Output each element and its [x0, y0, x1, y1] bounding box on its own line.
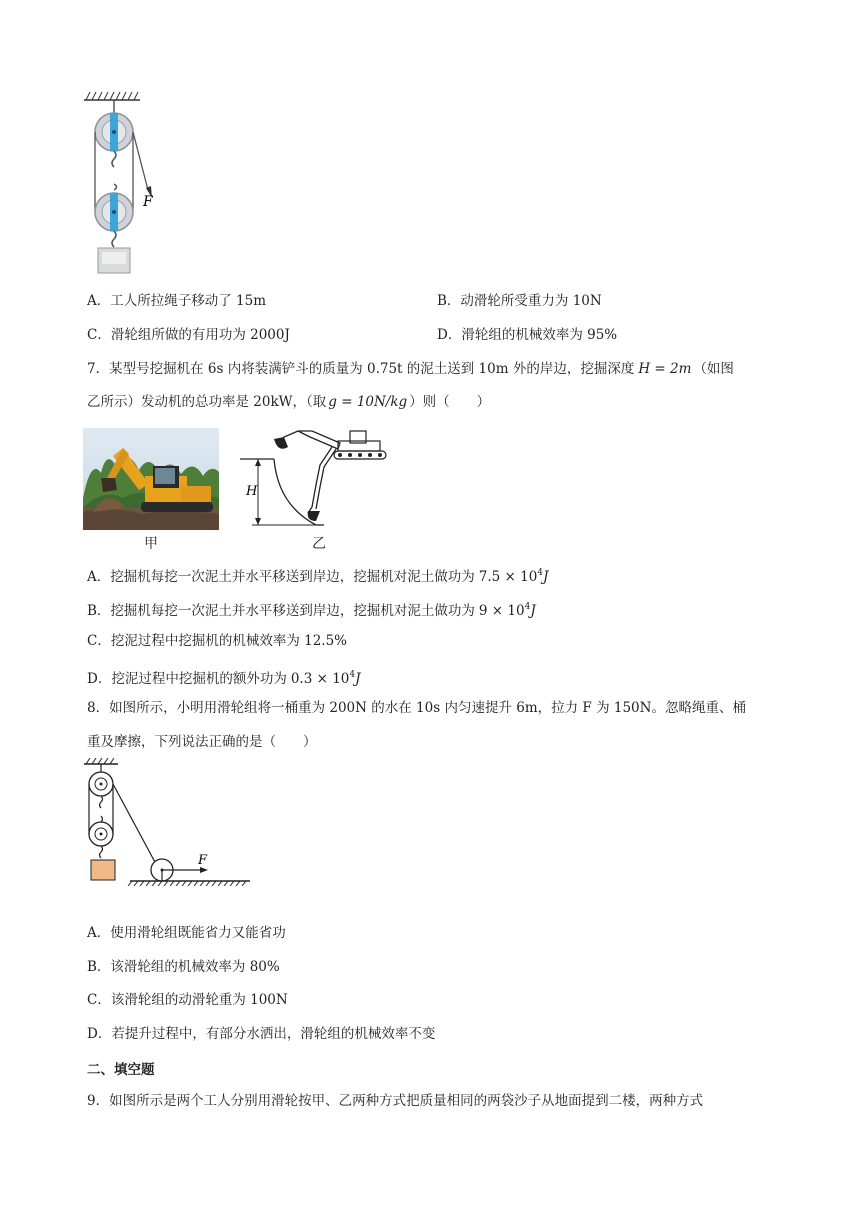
q8-stem-line1: 8．如图所示，小明用滑轮组将一桶重为 200N 的水在 10s 内匀速提升 6m，拉力 F 为 150N。忽略绳重、桶 [87, 700, 746, 716]
q7-option-a [87, 563, 548, 587]
q7-caption-yi: 乙 [312, 536, 326, 552]
q8-option-a: A．使用滑轮组既能省力又能省功 [87, 925, 286, 941]
q7-caption-jia: 甲 [144, 536, 158, 552]
q7-option-b-coef: 9 × 10 [478, 603, 525, 619]
section-fill-blank-title: 二、填空题 [87, 1062, 155, 1078]
q8-stem-line2: 重及摩擦，下列说法正确的是（ ） [87, 734, 317, 750]
q7-excavator-photo [83, 428, 219, 530]
q7-option-a-exp: 4 [537, 568, 544, 578]
q6-option-b: B．动滑轮所受重力为 10N [437, 293, 602, 309]
q8-force-label: F [198, 853, 208, 868]
q7-option-d [87, 665, 361, 689]
q6-pulley-figure [80, 88, 180, 278]
q6-option-a: A．工人所拉绳子移动了 15m [87, 293, 267, 309]
q6-option-d: D．滑轮组的机械效率为 95% [437, 327, 618, 343]
q7-stem-text2b: ）则（ ） [409, 394, 491, 410]
q7-option-b [87, 597, 536, 621]
q7-option-a-unit: J [543, 569, 549, 585]
q8-option-d: D．若提升过程中，有部分水洒出，滑轮组的机械效率不变 [87, 1026, 436, 1042]
q7-depth-math: H = 2m [638, 361, 692, 377]
q7-option-b-exp: 4 [524, 602, 531, 612]
q7-option-b-unit: J [530, 603, 536, 619]
q7-option-a-coef: 7.5 × 10 [478, 569, 538, 585]
q7-stem-text-b: （如图 [693, 361, 734, 377]
q7-stem-line1 [87, 359, 734, 379]
q7-label-h: H [246, 484, 258, 499]
q7-stem-line2 [87, 392, 490, 412]
q8-pulley-figure [82, 758, 254, 886]
q7-option-d-exp: 4 [349, 670, 356, 680]
q7-option-b-text: B．挖掘机每挖一次泥土并水平移送到岸边，挖掘机对泥土做功为 [87, 603, 475, 619]
q7-excavator-diagram [238, 425, 388, 530]
q7-option-a-text: A．挖掘机每挖一次泥土并水平移送到岸边，挖掘机对泥土做功为 [87, 569, 475, 585]
q7-option-d-coef: 0.3 × 10 [290, 671, 350, 687]
q7-option-d-text: D．挖泥过程中挖掘机的额外功为 [87, 671, 287, 687]
q7-option-d-unit: J [355, 671, 361, 687]
q9-stem-line1: 9．如图所示是两个工人分别用滑轮按甲、乙两种方式把质量相同的两袋沙子从地面提到二楼，两种方式 [87, 1093, 704, 1109]
q7-option-c: C．挖泥过程中挖掘机的机械效率为 12.5% [87, 633, 348, 649]
q7-g-math: g = 10N/kg [328, 394, 408, 410]
q7-stem-text: 7．某型号挖掘机在 6s 内将装满铲斗的质量为 0.75t 的泥土送到 10m 外的岸边，挖掘深度 [87, 361, 635, 377]
q7-stem-text2: 乙所示）发动机的总功率是 20kW，（取 [87, 394, 327, 410]
q8-option-c: C．该滑轮组的动滑轮重为 100N [87, 992, 288, 1008]
q6-force-label: F [143, 194, 153, 210]
q6-option-c: C．滑轮组所做的有用功为 2000J [87, 327, 290, 343]
q8-option-b: B．该滑轮组的机械效率为 80% [87, 959, 280, 975]
